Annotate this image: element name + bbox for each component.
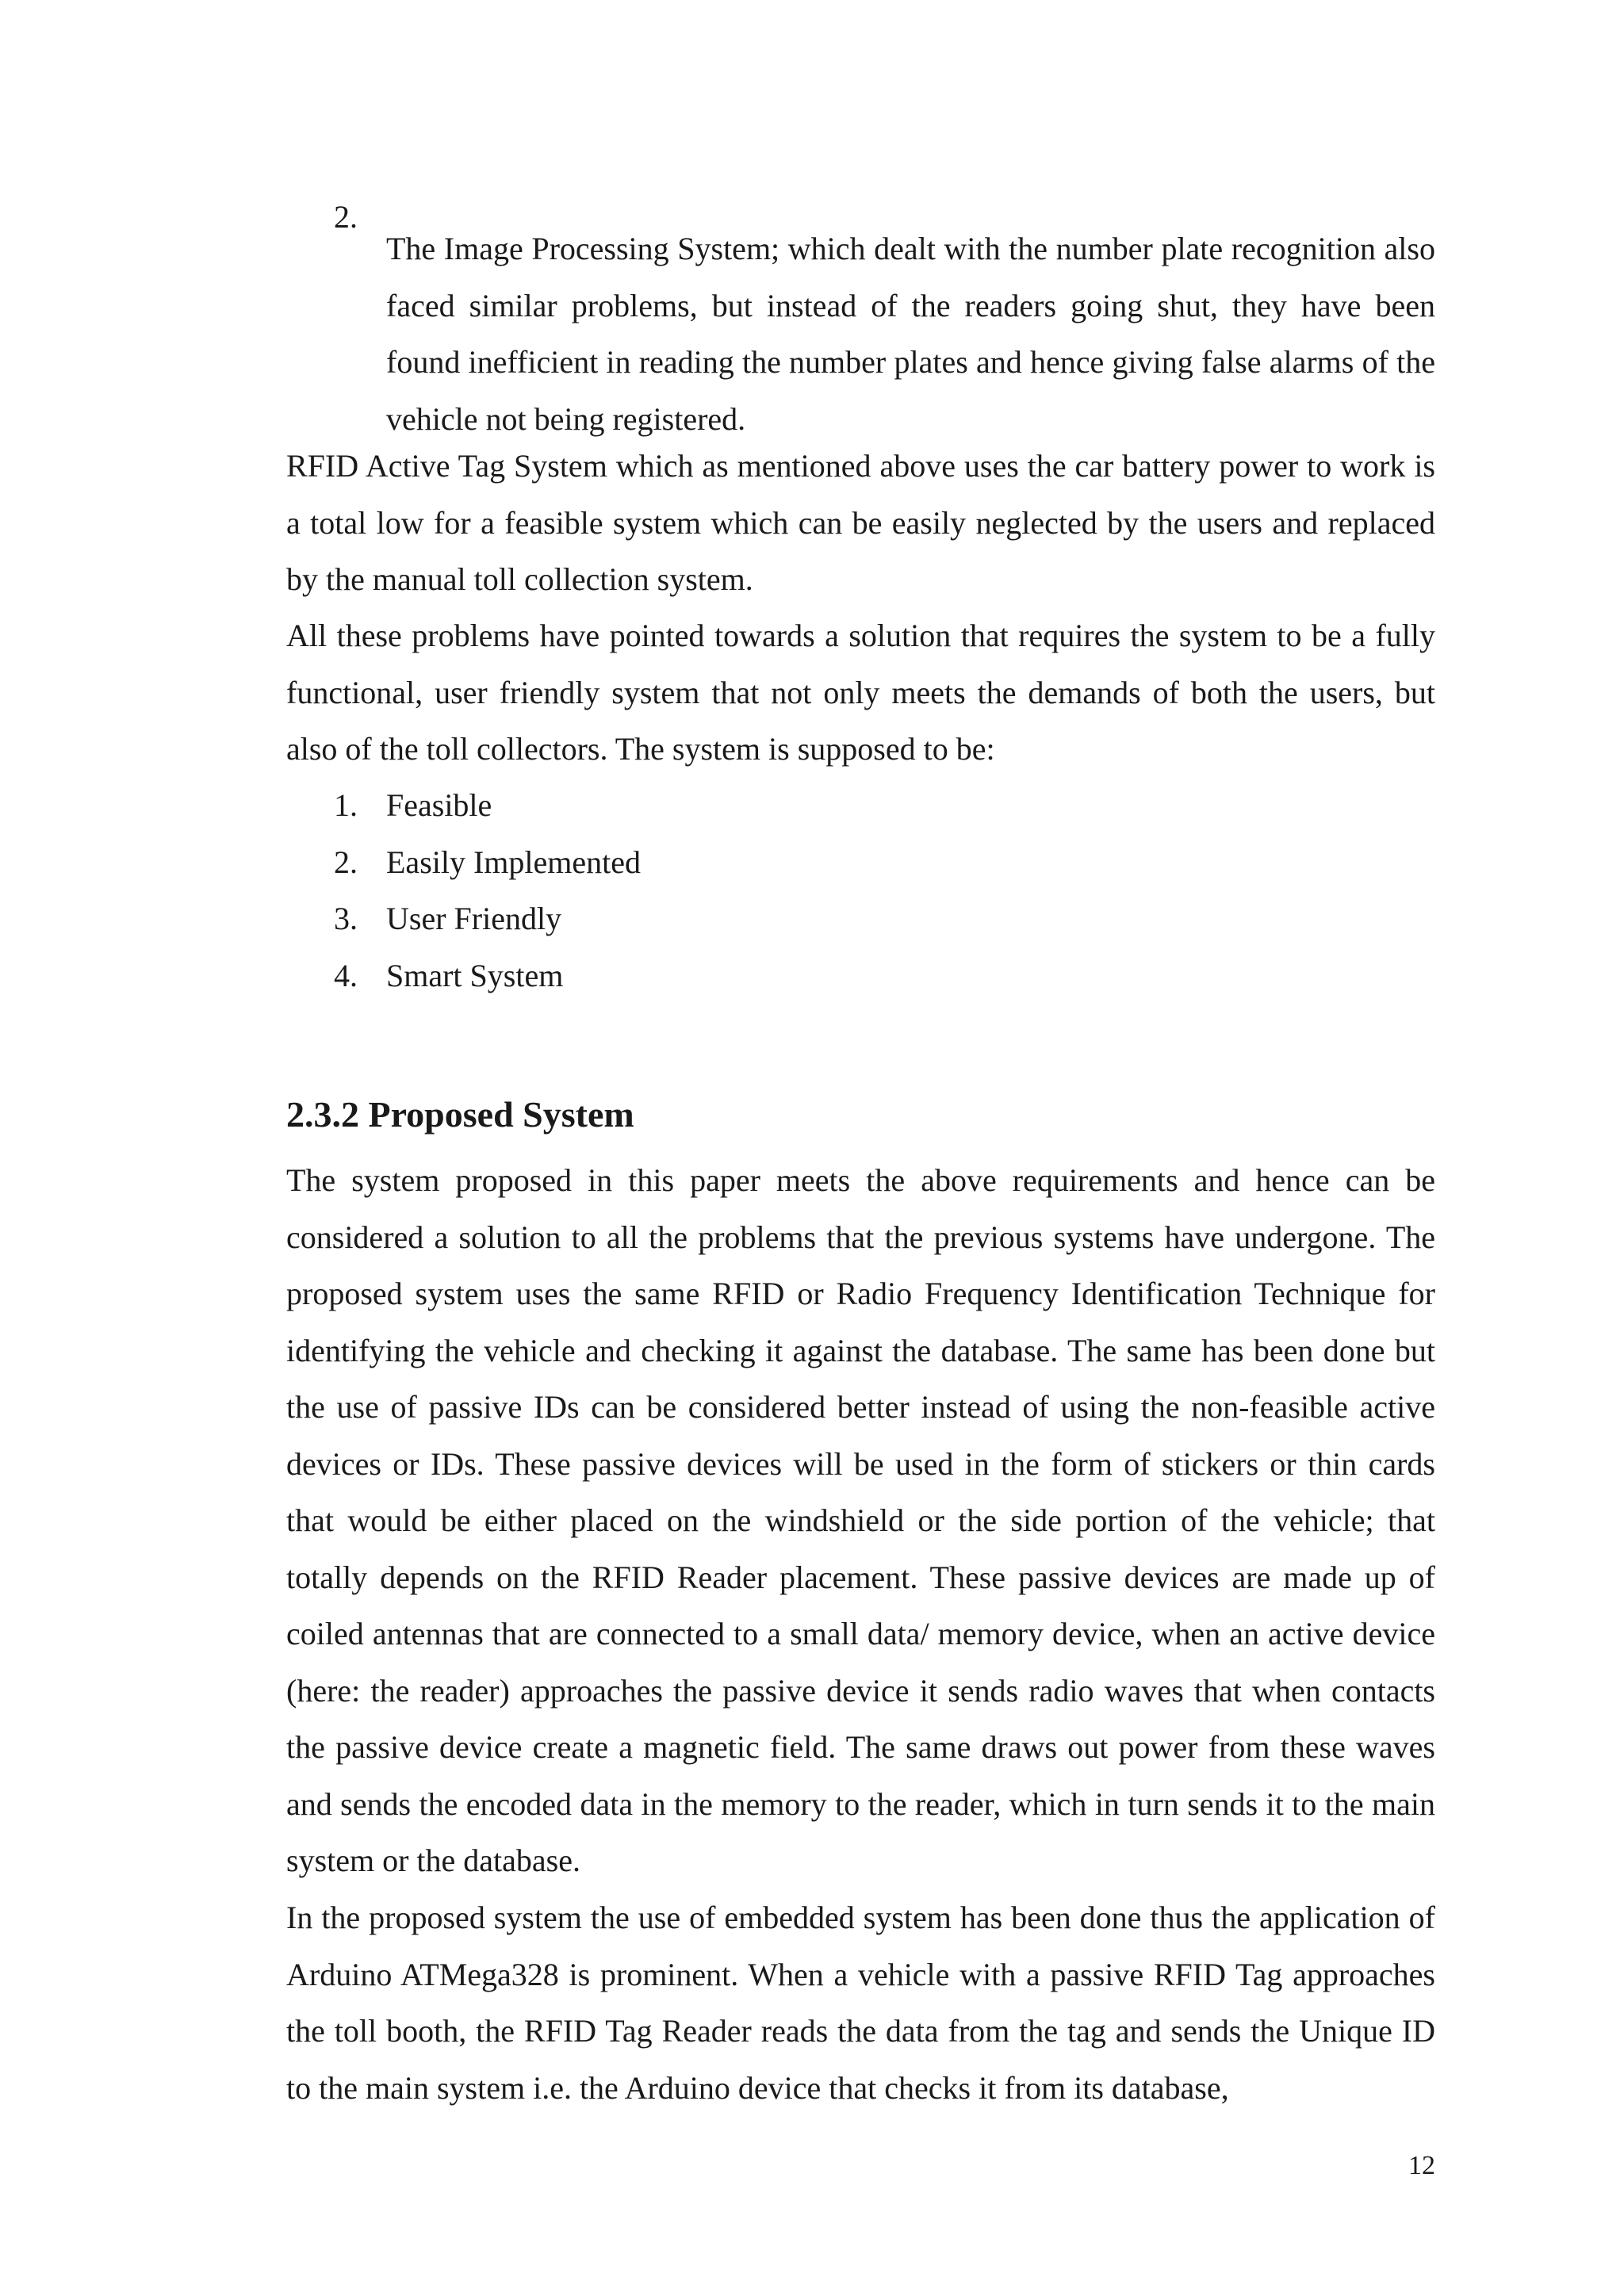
paragraph-proposed-system: The system proposed in this paper meets the above requirements and hence can be considered a solution to all the problems that the previous systems have undergone. The proposed system uses the same RFID or Radio Frequency Identification Technique for identifying the vehicle and checking it against the database. The same has been done but the use of passive IDs can be considered better instead of using the non-feasible active devices or IDs. These passive devices will be used in the form of stickers or thin cards that would be either placed on the windshield or the side portion of the vehicle; that totally depends on the RFID Reader placement. These passive devices are made up of coiled antennas that are connected to a small data/ memory device, when an active device (here: the reader) approaches the passive device it sends radio waves that when contacts the passive device create a magnetic field. The same draws out power from these waves and sends the encoded data in the memory to the reader, which in turn sends it to the main system or the database. <box>286 1162 1435 1878</box>
list-item-label: Feasible <box>386 787 492 823</box>
list-item-text: The Image Processing System; which dealt with the number plate recognition also faced similar problems, but instead of the readers going shut, they have been found inefficient in reading the number plates and hence giving false alarms of the vehicle not being registered. <box>386 231 1435 437</box>
list-item <box>286 947 1435 1004</box>
list-item <box>286 834 1435 891</box>
list-item <box>286 777 1435 834</box>
requirements-list <box>286 777 1435 1004</box>
list-number: 3. <box>334 901 358 936</box>
paragraph-embedded-system: In the proposed system the use of embedded system has been done thus the application of Arduino ATMega328 is prominent. When a vehicle with a passive RFID Tag approaches the toll booth, the RFID Tag Reader reads the data from the tag and sends the Unique ID to the main system i.e. the Arduino device that checks it from its database, <box>286 1900 1435 2106</box>
list-item-label: User Friendly <box>386 901 562 936</box>
list-item-label: Easily Implemented <box>386 844 642 880</box>
list-item <box>286 890 1435 947</box>
section-heading: 2.3.2 Proposed System <box>286 1094 634 1135</box>
page-number: 12 <box>1408 2151 1435 2180</box>
list-item-label: Smart System <box>386 957 564 993</box>
numbered-item-image-processing <box>286 189 1435 479</box>
list-number: 2. <box>334 199 358 235</box>
document-page <box>286 0 1435 2296</box>
paragraph-problems: All these problems have pointed towards a solution that requires the system to be a fully functional, user friendly system that not only meets the demands of both the users, but also of the toll collectors. The system is supposed to be: <box>286 618 1435 767</box>
list-number: 2. <box>334 844 358 880</box>
list-number: 4. <box>334 957 358 993</box>
list-number: 1. <box>334 787 358 823</box>
paragraph-rfid-active: RFID Active Tag System which as mentioned above uses the car battery power to work is a total low for a feasible system which can be easily neglected by the users and replaced by the manual toll collection system. <box>286 448 1435 597</box>
